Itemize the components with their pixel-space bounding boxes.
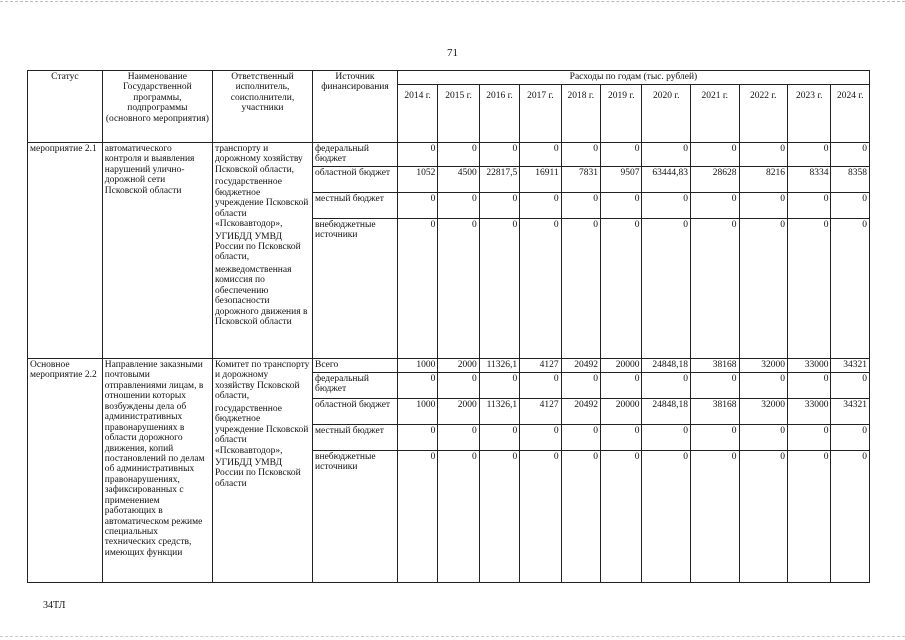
value-cell: 32000 bbox=[739, 359, 788, 373]
program-name-cell: автоматического контроля и выявления нарушений улично-дорожной сети Псковской области bbox=[102, 143, 212, 359]
value-cell: 0 bbox=[601, 193, 642, 219]
value-cell: 0 bbox=[831, 373, 870, 399]
value-cell: 0 bbox=[831, 451, 870, 583]
value-cell: 0 bbox=[561, 193, 600, 219]
value-cell: 0 bbox=[601, 451, 642, 583]
executor-text: государственное бюджетное учреждение Псковской области «Псковавтодор», bbox=[214, 177, 309, 230]
value-cell: 4127 bbox=[520, 359, 561, 373]
value-cell: 0 bbox=[690, 143, 739, 167]
value-cell: 0 bbox=[739, 143, 788, 167]
value-cell: 38168 bbox=[690, 399, 739, 425]
year-header: 2014 г. bbox=[397, 85, 437, 143]
value-cell: 0 bbox=[520, 451, 561, 583]
value-cell: 24848,18 bbox=[642, 359, 691, 373]
value-cell: 0 bbox=[788, 425, 831, 451]
year-header: 2016 г. bbox=[479, 85, 519, 143]
value-cell: 0 bbox=[601, 373, 642, 399]
year-header: 2024 г. bbox=[831, 85, 870, 143]
value-cell: 0 bbox=[520, 219, 561, 359]
value-cell: 0 bbox=[561, 219, 600, 359]
value-cell: 0 bbox=[642, 451, 691, 583]
value-cell: 28628 bbox=[690, 167, 739, 193]
value-cell: 22817,5 bbox=[479, 167, 519, 193]
value-cell: 0 bbox=[479, 193, 519, 219]
value-cell: 0 bbox=[561, 143, 600, 167]
value-cell: 0 bbox=[642, 425, 691, 451]
source-cell: федеральный бюджет bbox=[313, 373, 398, 399]
value-cell: 38168 bbox=[690, 359, 739, 373]
header-executor: Ответственный исполнитель, соисполнители, участники bbox=[212, 71, 312, 143]
page-number: 71 bbox=[447, 47, 458, 59]
value-cell: 0 bbox=[397, 451, 437, 583]
value-cell: 0 bbox=[561, 451, 600, 583]
value-cell: 0 bbox=[690, 451, 739, 583]
executor-text: транспорту и дорожному хозяйству Псковской области, bbox=[214, 144, 303, 175]
value-cell: 0 bbox=[397, 219, 437, 359]
header-status: Статус bbox=[28, 71, 103, 143]
value-cell: 4500 bbox=[438, 167, 479, 193]
value-cell: 0 bbox=[479, 143, 519, 167]
value-cell: 0 bbox=[561, 373, 600, 399]
value-cell: 0 bbox=[739, 451, 788, 583]
source-cell: внебюджетные источники bbox=[313, 451, 398, 583]
value-cell: 11326,1 bbox=[479, 359, 519, 373]
value-cell: 0 bbox=[642, 373, 691, 399]
value-cell: 0 bbox=[788, 193, 831, 219]
status-cell: мероприятие 2.1 bbox=[28, 143, 103, 359]
value-cell: 0 bbox=[397, 143, 437, 167]
footer-code: 34ТЛ bbox=[43, 600, 66, 611]
value-cell: 2000 bbox=[438, 399, 479, 425]
header-expenses: Расходы по годам (тыс. рублей) bbox=[397, 71, 869, 85]
source-cell: местный бюджет bbox=[313, 193, 398, 219]
source-cell: областной бюджет bbox=[313, 399, 398, 425]
status-cell: Основное мероприятие 2.2 bbox=[28, 359, 103, 583]
year-header: 2023 г. bbox=[788, 85, 831, 143]
value-cell: 0 bbox=[831, 193, 870, 219]
value-cell: 0 bbox=[690, 193, 739, 219]
value-cell: 0 bbox=[479, 219, 519, 359]
value-cell: 0 bbox=[642, 219, 691, 359]
executor-cell bbox=[212, 359, 312, 583]
value-cell: 0 bbox=[520, 143, 561, 167]
value-cell: 0 bbox=[642, 193, 691, 219]
value-cell: 11326,1 bbox=[479, 399, 519, 425]
value-cell: 33000 bbox=[788, 359, 831, 373]
source-cell: Всего bbox=[313, 359, 398, 373]
executor-text: государственное бюджетное учреждение Псковской области «Псковавтодор», bbox=[214, 403, 309, 456]
value-cell: 0 bbox=[438, 373, 479, 399]
year-header: 2021 г. bbox=[690, 85, 739, 143]
value-cell: 0 bbox=[397, 373, 437, 399]
value-cell: 7831 bbox=[561, 167, 600, 193]
value-cell: 0 bbox=[690, 373, 739, 399]
value-cell: 0 bbox=[479, 373, 519, 399]
value-cell: 0 bbox=[690, 219, 739, 359]
value-cell: 0 bbox=[438, 451, 479, 583]
value-cell: 16911 bbox=[520, 167, 561, 193]
value-cell: 1000 bbox=[397, 399, 437, 425]
value-cell: 32000 bbox=[739, 399, 788, 425]
value-cell: 1000 bbox=[397, 359, 437, 373]
value-cell: 0 bbox=[739, 219, 788, 359]
value-cell: 0 bbox=[788, 219, 831, 359]
value-cell: 4127 bbox=[520, 399, 561, 425]
value-cell: 0 bbox=[739, 193, 788, 219]
value-cell: 0 bbox=[601, 425, 642, 451]
value-cell: 8334 bbox=[788, 167, 831, 193]
value-cell: 0 bbox=[690, 425, 739, 451]
value-cell: 0 bbox=[601, 143, 642, 167]
source-cell: областной бюджет bbox=[313, 167, 398, 193]
value-cell: 0 bbox=[520, 193, 561, 219]
value-cell: 0 bbox=[561, 425, 600, 451]
executor-text: Комитет по транспорту и дорожному хозяйству Псковской области, bbox=[214, 360, 310, 402]
value-cell: 0 bbox=[788, 451, 831, 583]
value-cell: 0 bbox=[739, 373, 788, 399]
program-name-cell: Направление заказными почтовыми отправлениями лицам, в отношении которых возбуждены дела об административных правонарушениях в области дорожного движения, копий постановлений по делам об административных правонарушениях, зафиксированных с применением работающих в автоматическом режиме специальных технических средств, имеющих функции bbox=[102, 359, 212, 583]
executor-text: УГИБДД УМВД России по Псковской области bbox=[214, 457, 301, 489]
value-cell: 8358 bbox=[831, 167, 870, 193]
year-header: 2017 г. bbox=[520, 85, 561, 143]
value-cell: 0 bbox=[397, 425, 437, 451]
value-cell: 0 bbox=[520, 373, 561, 399]
year-header: 2020 г. bbox=[642, 85, 691, 143]
value-cell: 0 bbox=[831, 219, 870, 359]
value-cell: 0 bbox=[397, 193, 437, 219]
value-cell: 8216 bbox=[739, 167, 788, 193]
year-header: 2015 г. bbox=[438, 85, 479, 143]
executor-text: УГИБДД УМВД России по Псковской области, bbox=[214, 231, 301, 263]
executor-cell bbox=[212, 143, 312, 359]
year-header: 2019 г. bbox=[601, 85, 642, 143]
value-cell: 20492 bbox=[561, 359, 600, 373]
scan-edge-top bbox=[0, 1, 905, 2]
value-cell: 2000 bbox=[438, 359, 479, 373]
value-cell: 0 bbox=[438, 193, 479, 219]
value-cell: 20492 bbox=[561, 399, 600, 425]
value-cell: 0 bbox=[438, 143, 479, 167]
value-cell: 0 bbox=[479, 451, 519, 583]
value-cell: 33000 bbox=[788, 399, 831, 425]
value-cell: 20000 bbox=[601, 399, 642, 425]
value-cell: 9507 bbox=[601, 167, 642, 193]
header-source: Источник финансирования bbox=[313, 71, 398, 143]
value-cell: 0 bbox=[601, 219, 642, 359]
value-cell: 24848,18 bbox=[642, 399, 691, 425]
header-program-name: Наименование Государственной программы, подпрограммы (основного мероприятия) bbox=[102, 71, 212, 143]
value-cell: 0 bbox=[831, 425, 870, 451]
value-cell: 0 bbox=[788, 143, 831, 167]
executor-text: межведомственная комиссия по обеспечению безопасности дорожного движения в Псковской области bbox=[214, 264, 308, 327]
value-cell: 0 bbox=[831, 143, 870, 167]
year-header: 2018 г. bbox=[561, 85, 600, 143]
value-cell: 20000 bbox=[601, 359, 642, 373]
value-cell: 0 bbox=[788, 373, 831, 399]
source-cell: федеральный бюджет bbox=[313, 143, 398, 167]
value-cell: 0 bbox=[479, 425, 519, 451]
scan-edge-bottom bbox=[0, 636, 905, 637]
value-cell: 1052 bbox=[397, 167, 437, 193]
value-cell: 34321 bbox=[831, 399, 870, 425]
expenses-table bbox=[27, 70, 870, 583]
source-cell: местный бюджет bbox=[313, 425, 398, 451]
value-cell: 0 bbox=[739, 425, 788, 451]
value-cell: 0 bbox=[520, 425, 561, 451]
value-cell: 0 bbox=[642, 143, 691, 167]
year-header: 2022 г. bbox=[739, 85, 788, 143]
value-cell: 0 bbox=[438, 219, 479, 359]
value-cell: 0 bbox=[438, 425, 479, 451]
source-cell: внебюджетные источники bbox=[313, 219, 398, 359]
value-cell: 34321 bbox=[831, 359, 870, 373]
value-cell: 63444,83 bbox=[642, 167, 691, 193]
